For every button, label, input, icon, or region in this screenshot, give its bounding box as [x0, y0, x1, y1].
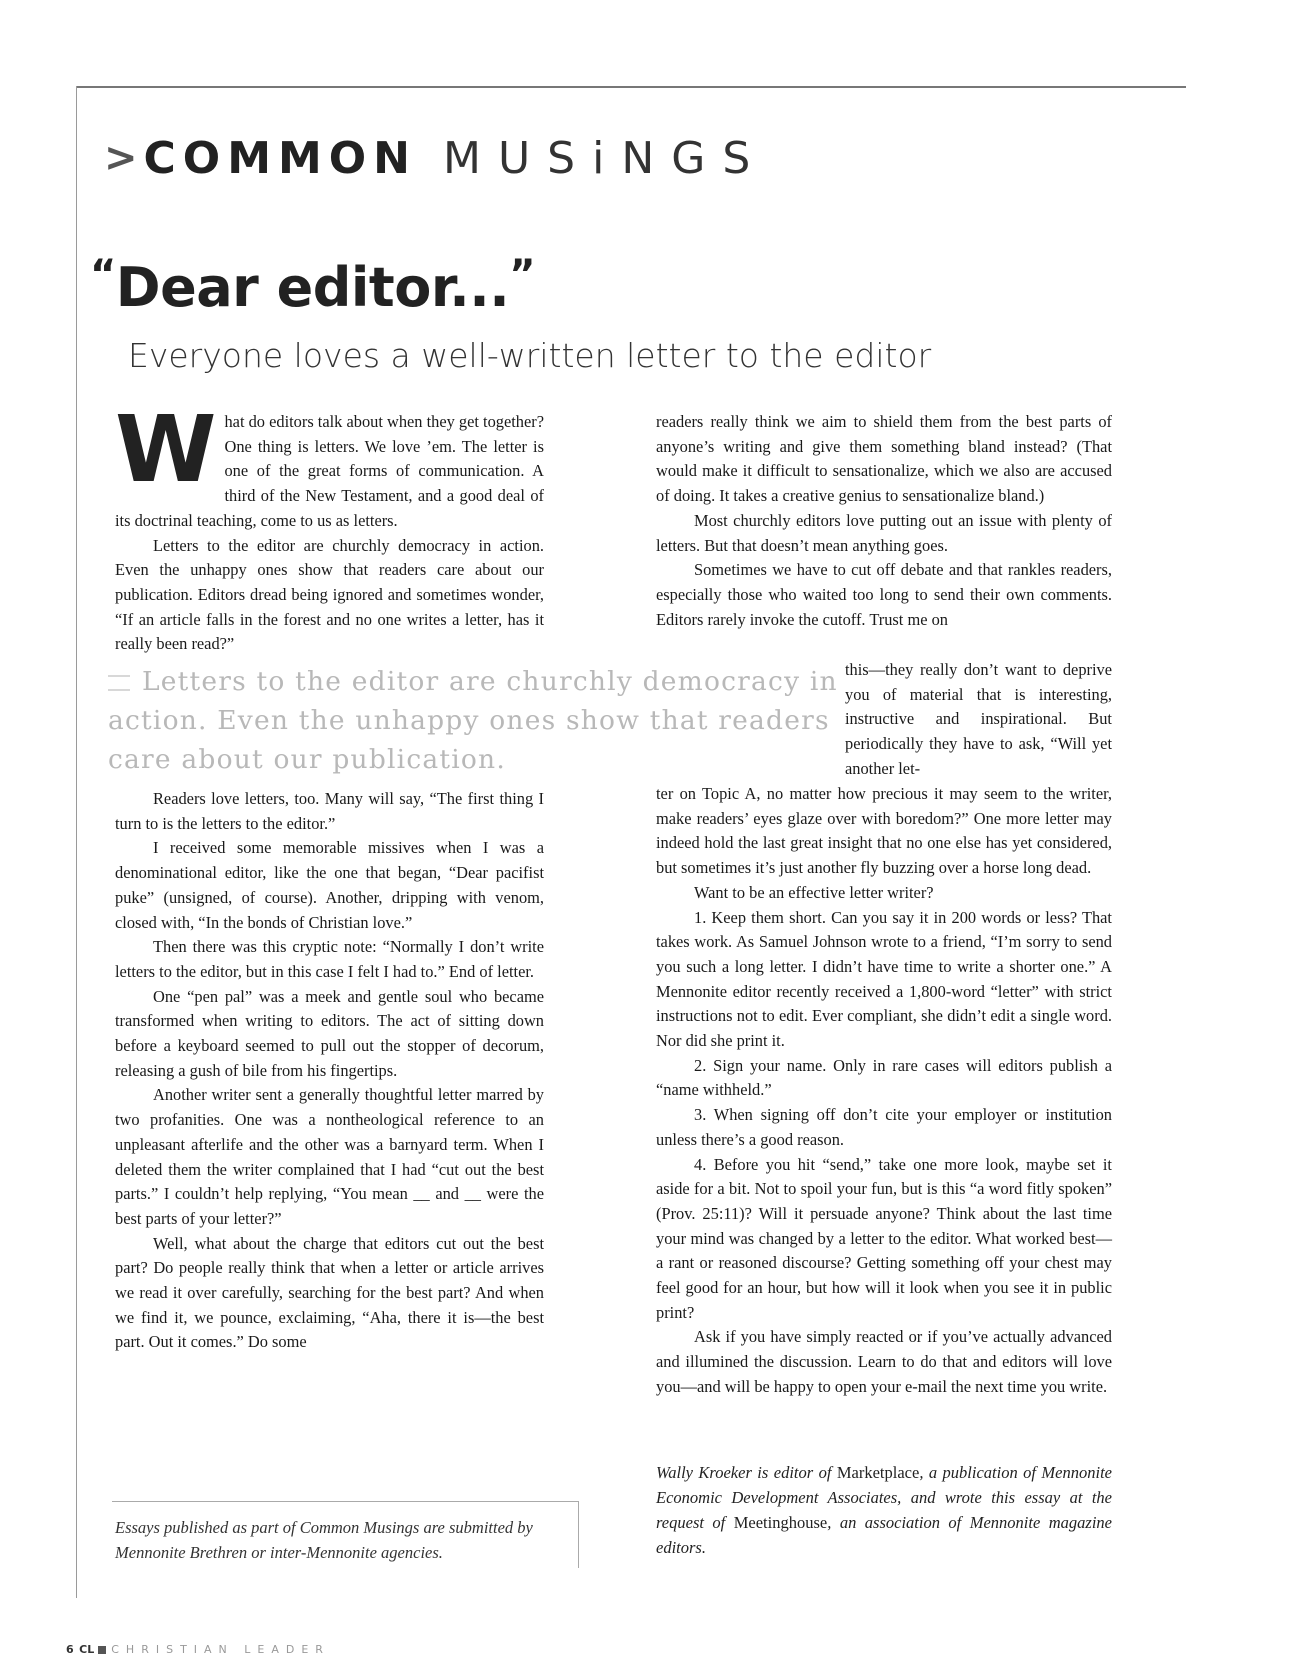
- headline-close-quote: ”: [509, 252, 536, 298]
- paragraph: Most churchly editors love putting out an issue with plenty of letters. But that doesn’t mean anything goes.: [656, 510, 1112, 555]
- pull-quote-text: Letters to the editor are churchly democracy in action. Even the unhappy ones show that readers care about our publication.: [108, 666, 838, 775]
- top-rule: [76, 86, 1186, 88]
- page-number: 6: [66, 1643, 74, 1656]
- header-word-common: COMMON: [143, 132, 418, 184]
- square-bullet-icon: [98, 1646, 106, 1654]
- footnote: Essays published as part of Common Musings are submitted by Mennonite Brethren or inter-Mennonite agencies.: [115, 1518, 533, 1562]
- section-header: [104, 128, 767, 188]
- publication-name: Meetinghouse: [733, 1513, 828, 1532]
- column-right-bottom: [656, 782, 1112, 1400]
- page-folio: [66, 1643, 330, 1656]
- magazine-abbr: CL: [79, 1643, 95, 1656]
- list-item: 1. Keep them short. Can you say it in 200 words or less? That takes work. As Samuel Johnson wrote to a friend, “I’m sorry to send you such a long letter. I didn’t have time to write a shorter one.” A Mennonite editor recently received a 1,800-word “letter” with strict instructions not to edit. Ever compliant, she didn’t edit a single word. Nor did she print it.: [656, 907, 1112, 1051]
- magazine-wordmark: CHRISTIAN LEADER: [111, 1643, 330, 1656]
- drop-cap: W: [115, 396, 217, 503]
- list-item: 2. Sign your name. Only in rare cases will editors publish a “name withheld.”: [656, 1055, 1112, 1100]
- headline: [90, 252, 535, 319]
- subhead: Everyone loves a well-written letter to the editor: [128, 336, 932, 375]
- paragraph: Want to be an effective letter writer?: [694, 882, 934, 902]
- paragraph: readers really think we aim to shield them from the best parts of anyone’s writing and give them something bland instead? (That would make it difficult to sensationalize, which we also are accused of doing. It takes a creative genius to sensationalize bland.): [656, 412, 1112, 506]
- paragraph: this—they really don’t want to deprive you of material that is interesting, instructive and inspirational. But periodically they have to ask, “Will yet another let-: [845, 660, 1112, 778]
- headline-text: Dear editor...: [115, 256, 510, 319]
- paragraph: Well, what about the charge that editors cut out the best part? Do people really think that when a letter or article arrives we read it over carefully, searching for the best part? And when we find it, we pounce, exclaiming, “Aha, there it is—the best part. Out it comes.” Do some: [115, 1233, 544, 1352]
- paragraph: Sometimes we have to cut off debate and that rankles readers, especially those who waited too long to send their own comments. Editors rarely invoke the cutoff. Trust me on: [656, 560, 1112, 629]
- paragraph: Then there was this cryptic note: “Normally I don’t write letters to the editor, but in this case I felt I had to.” End of letter.: [115, 937, 544, 981]
- header-word-musings: MUSiNGS: [443, 132, 768, 184]
- pull-quote-mark-icon: [108, 675, 130, 691]
- column-left-bottom: [115, 787, 544, 1355]
- paragraph: Letters to the editor are churchly democracy in action. Even the unhappy ones show that readers care about our publication. Editors dread being ignored and sometimes wonder, “If an article falls in the forest and no one writes a letter, has it really been read?”: [115, 535, 544, 654]
- publication-name: Marketplace: [836, 1463, 920, 1482]
- pull-quote: [108, 662, 838, 779]
- author-bio: Wally Kroeker is editor of Marketplace, a publication of Mennonite Economic Development Associates, and wrote this essay at the request of Meetinghouse, an association of Mennonite magazine editors.: [656, 1463, 1112, 1557]
- paragraph: One “pen pal” was a meek and gentle soul who became transformed when writing to editors. The act of sitting down before a keyboard seemed to pull out the stopper of decorum, releasing a gush of bile from his fingertips.: [115, 986, 544, 1080]
- column-right-top: [656, 410, 1112, 632]
- column-right-narrow: [845, 658, 1112, 782]
- list-item: 4. Before you hit “send,” take one more look, maybe set it aside for a bit. Not to spoil your fun, but is this “a word fitly spoken” (Prov. 25:11)? Will it persuade anyone? Think about the last time your mind was changed by a letter to the editor. What worked best—a rant or reasoned discourse? Getting something off your chest may feel good for an hour, but how will it look when you see it in public print?: [656, 1154, 1112, 1322]
- paragraph: What do editors talk about when they get together? One thing is letters. We love ’em. The letter is one of the great forms of communication. A third of the New Testament, and a good deal of its doctrinal teaching, come to us as letters.: [115, 396, 545, 530]
- paragraph: Readers love letters, too. Many will say, “The first thing I turn to is the letters to the editor.”: [115, 789, 544, 833]
- column-left-top: [115, 396, 545, 657]
- paragraph: I received some memorable missives when I was a denominational editor, like the one that began, “Dear pacifist puke” (unsigned, of course). Another, dripping with venom, closed with, “In the bonds of Christian love.”: [115, 838, 544, 932]
- list-item: 3. When signing off don’t cite your employer or institution unless there’s a good reason.: [656, 1105, 1112, 1149]
- paragraph: ter on Topic A, no matter how precious it may seem to the writer, make readers’ eyes glaze over with boredom?” One more letter may indeed hold the last great insight that no one else has yet considered, but sometimes it’s just another fly buzzing over a horse long dead.: [656, 784, 1112, 878]
- header-arrow-icon: >: [104, 135, 138, 181]
- paragraph: Ask if you have simply reacted or if you’ve actually advanced and illumined the discussion. Learn to do that and editors will love you—and will be happy to open your e-mail the next time you write.: [656, 1327, 1112, 1396]
- paragraph: Another writer sent a generally thoughtful letter marred by two profanities. One was a nontheological reference to an unpleasant afterlife and the other was a barnyard term. When I deleted them the writer complained that I had “cut out the best parts.” I couldn’t help replying, “You mean __ and __ were the best parts of your letter?”: [115, 1085, 544, 1228]
- left-rule: [76, 86, 77, 1598]
- headline-open-quote: “: [90, 252, 116, 298]
